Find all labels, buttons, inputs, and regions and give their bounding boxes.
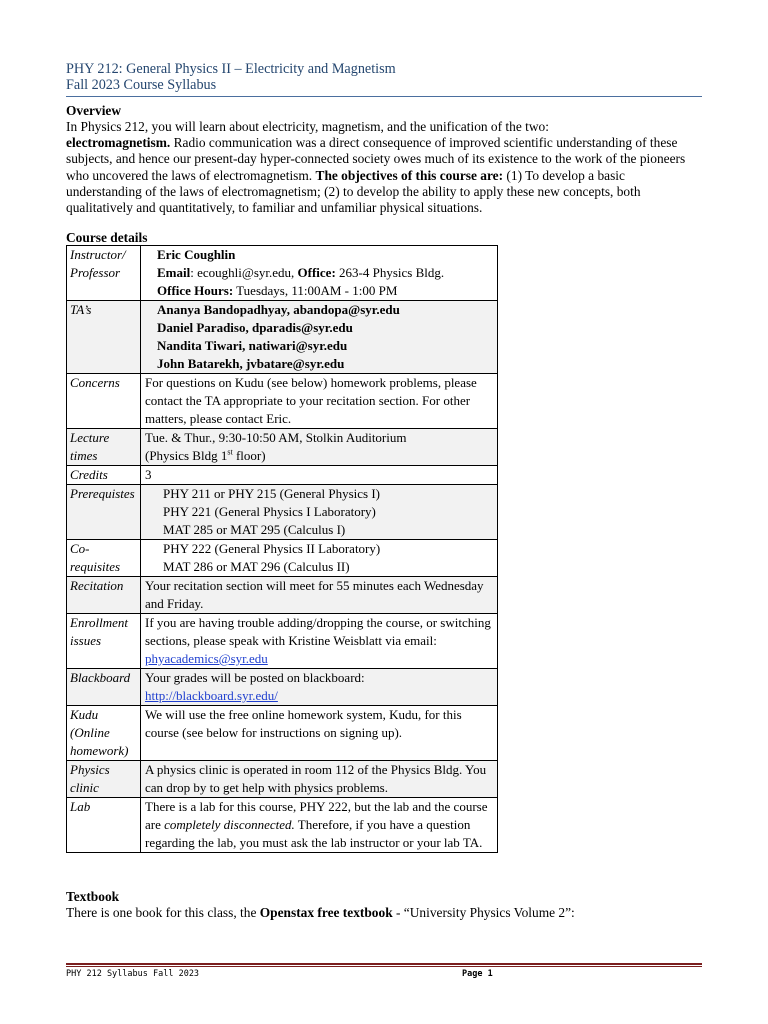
value-tas xyxy=(141,301,498,374)
textbook-text-1: There is one book for this class, the xyxy=(66,905,260,920)
value-clinic: A physics clinic is operated in room 112 of the Physics Bldg. You can drop by to get help with physics problems. xyxy=(141,761,498,798)
textbook-bold: Openstax free textbook xyxy=(259,905,393,920)
value-coreqs xyxy=(141,540,498,577)
overview-paragraph xyxy=(66,119,702,216)
value-concerns: For questions on Kudu (see below) homework problems, please contact the TA appropriate to your recitation section. For other matters, please contact Eric. xyxy=(141,374,498,429)
office-label: Office: xyxy=(297,265,336,280)
label-coreqs: Co-requisites xyxy=(67,540,141,577)
hours-label: Office Hours: xyxy=(157,283,234,298)
value-recitation: Your recitation section will meet for 55 minutes each Wednesday and Friday. xyxy=(141,577,498,614)
lab-text-italic: completely disconnected. xyxy=(164,817,295,832)
syllabus-term: Fall 2023 Course Syllabus xyxy=(66,77,217,93)
label-lecture: Lecture times xyxy=(67,429,141,466)
footer-left: PHY 212 Syllabus Fall 2023 xyxy=(66,969,200,979)
prereq-item: PHY 211 or PHY 215 (General Physics I) xyxy=(163,486,381,501)
enrollment-text: If you are having trouble adding/dropping the course, or switching sections, please speak with Kristine Weisblatt via email: xyxy=(145,615,491,648)
overview-heading: Overview xyxy=(66,103,122,118)
overview-text-3: (1) To develop a basic understanding of the laws of electromagnetism; (2) to develop the ability to apply these new concepts, both qualitatively and quantitatively, to familiar and unfamiliar physical situations. xyxy=(66,167,641,216)
hours-value: Tuesdays, 11:00AM - 1:00 PM xyxy=(233,283,398,298)
label-lab: Lab xyxy=(67,798,141,853)
footer-page-number: Page 1 xyxy=(462,969,493,979)
lecture-line-2 xyxy=(145,447,494,465)
ta-item: John Batarekh, jvbatare@syr.edu xyxy=(157,356,345,371)
label-clinic: Physics clinic xyxy=(67,761,141,798)
row-lab xyxy=(67,798,498,853)
course-title: PHY 212: General Physics II – Electricity and Magnetism xyxy=(66,61,396,77)
label-instructor: Instructor/ Professor xyxy=(67,246,141,301)
label-recitation: Recitation xyxy=(67,577,141,614)
ta-item: Daniel Paradiso, dparadis@syr.edu xyxy=(157,320,353,335)
row-instructor xyxy=(67,246,498,301)
row-prereqs xyxy=(67,485,498,540)
lab-text-1: There is a lab for this course, PHY 222, but the lab and the course are xyxy=(145,799,488,832)
document-header xyxy=(66,61,702,93)
enrollment-email-link[interactable]: phyacademics@syr.edu xyxy=(145,651,268,666)
coreq-item: MAT 286 or MAT 296 (Calculus II) xyxy=(163,559,350,574)
value-enrollment xyxy=(141,614,498,669)
textbook-paragraph xyxy=(66,905,702,921)
lab-text-2: Therefore, if you have a question regarding the lab, you must ask the lab instructor or your lab TA. xyxy=(145,817,483,850)
email-label: Email xyxy=(157,265,191,280)
coreq-item: PHY 222 (General Physics II Laboratory) xyxy=(163,541,381,556)
overview-text-1: In Physics 212, you will learn about electricity, magnetism, and the unification of the two: xyxy=(66,119,549,134)
row-clinic xyxy=(67,761,498,798)
label-enrollment: Enrollment issues xyxy=(67,614,141,669)
overview-text-2: Radio communication was a direct consequence of improved scientific understanding of these subjects, and hence our present-day hyper-connected society owes much of its existence to the work of the pioneers who uncovered the laws of electromagnetism. xyxy=(66,135,686,183)
row-enrollment xyxy=(67,614,498,669)
lecture-line-1: Tue. & Thur., 9:30-10:50 AM, Stolkin Auditorium xyxy=(145,430,407,445)
header-divider xyxy=(66,96,702,97)
value-blackboard xyxy=(141,669,498,706)
label-kudu: Kudu (Online homework) xyxy=(67,706,141,761)
course-details-heading: Course details xyxy=(66,230,148,245)
instructor-hours xyxy=(145,282,494,300)
blackboard-link[interactable]: http://blackboard.syr.edu/ xyxy=(145,688,278,703)
label-credits: Credits xyxy=(67,466,141,485)
row-recitation xyxy=(67,577,498,614)
email-value: : ecoughli@syr.edu, xyxy=(190,265,298,280)
value-instructor xyxy=(141,246,498,301)
prereq-item: MAT 285 or MAT 295 (Calculus I) xyxy=(163,522,346,537)
value-credits: 3 xyxy=(141,466,498,485)
row-coreqs xyxy=(67,540,498,577)
footer-rule-thin xyxy=(66,966,702,967)
label-tas: TA’s xyxy=(67,301,141,374)
office-value: 263-4 Physics Bldg. xyxy=(335,265,445,280)
row-credits xyxy=(67,466,498,485)
overview-bold-term: electromagnetism. xyxy=(66,135,171,151)
label-concerns: Concerns xyxy=(67,374,141,429)
value-lecture xyxy=(141,429,498,466)
blackboard-text: Your grades will be posted on blackboard: xyxy=(145,670,365,685)
value-lab xyxy=(141,798,498,853)
instructor-name: Eric Coughlin xyxy=(157,247,236,262)
row-concerns xyxy=(67,374,498,429)
label-blackboard: Blackboard xyxy=(67,669,141,706)
row-tas xyxy=(67,301,498,374)
lecture-floor: floor) xyxy=(232,448,266,463)
label-prereqs: Prerequistes xyxy=(67,485,141,540)
prereq-item: PHY 221 (General Physics I Laboratory) xyxy=(163,504,376,519)
overview-objectives-label: The objectives of this course are: xyxy=(315,167,504,183)
value-kudu: We will use the free online homework system, Kudu, for this course (see below for instructions on signing up). xyxy=(141,706,498,761)
course-details-table xyxy=(66,245,498,853)
textbook-heading: Textbook xyxy=(66,889,120,904)
ta-item: Ananya Bandopadhyay, abandopa@syr.edu xyxy=(157,302,400,317)
row-kudu xyxy=(67,706,498,761)
textbook-text-2: - “University Physics Volume 2”: xyxy=(392,905,575,920)
instructor-contact xyxy=(145,264,494,282)
row-blackboard xyxy=(67,669,498,706)
lecture-floor-sup: st xyxy=(227,447,233,457)
row-lecture xyxy=(67,429,498,466)
lecture-location: (Physics Bldg 1 xyxy=(145,448,228,463)
value-prereqs xyxy=(141,485,498,540)
footer-rule-thick xyxy=(66,963,702,965)
ta-item: Nandita Tiwari, natiwari@syr.edu xyxy=(157,338,348,353)
